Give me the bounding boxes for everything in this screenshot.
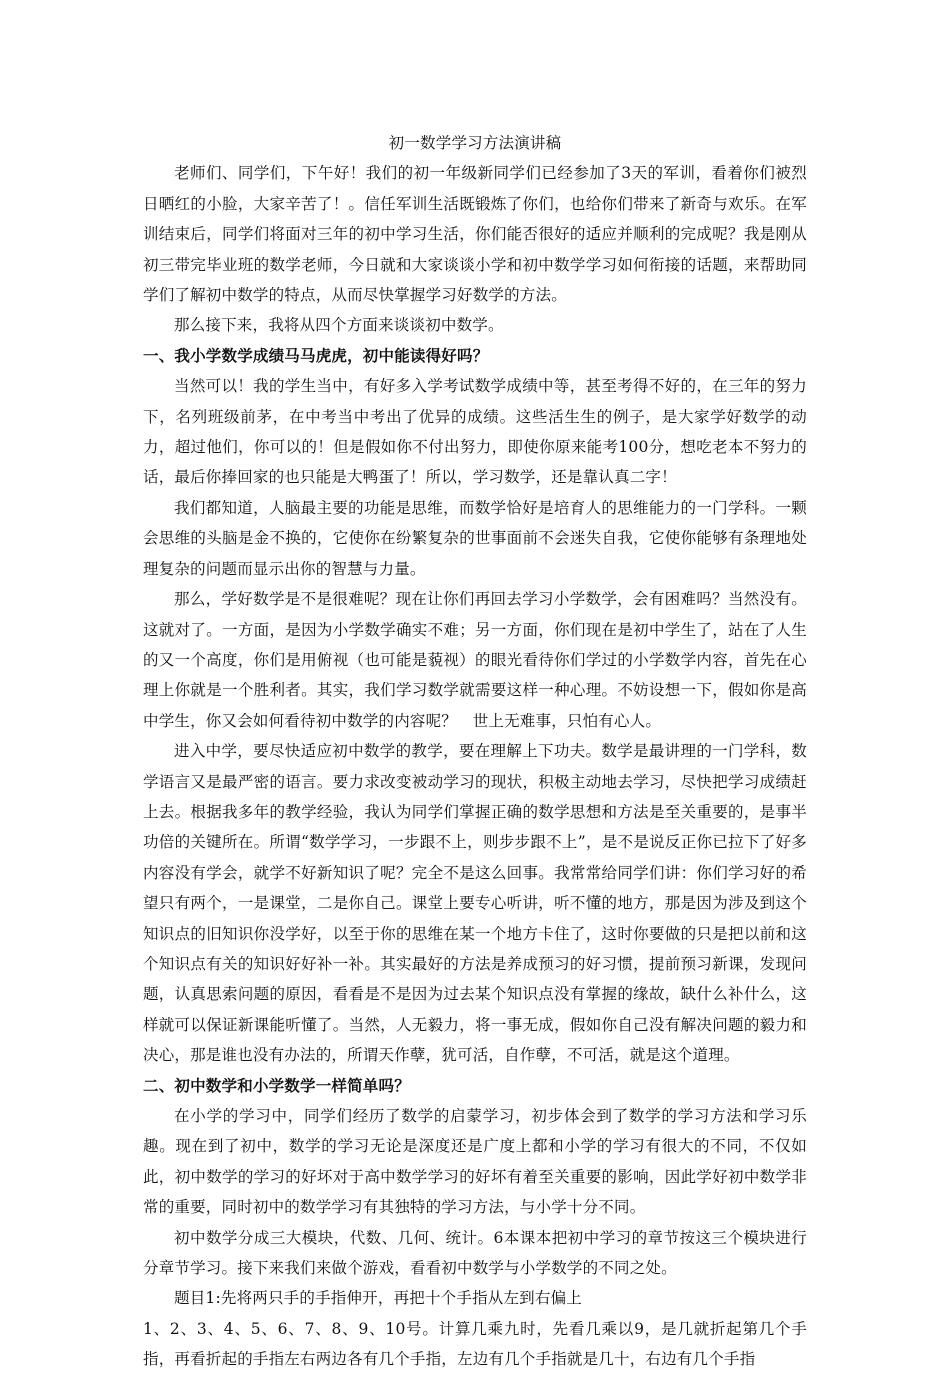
paragraph: 1、2、3、4、5、6、7、8、9、10号。计算几乘九时，先看几乘以9，是几就折起第几个手指，再看折起的手指左右两边各有几个手指，左边有几个手指就是几十，右边有几个手指: [143, 1319, 807, 1369]
paragraph: 在小学的学习中，同学们经历了数学的启蒙学习，初步体会到了数学的学习方法和学习乐趣。现在到了初中，数学的学习无论是深度还是广度上都和小学的学习有很大的不同，不仅如此，初中数学的学习的好坏对于高中数学学习的好坏有着至关重要的影响，因此学好初中数学非常的重要，同时初中的数学学习有其独特的学习方法，与小学十分不同。: [143, 1107, 807, 1217]
paragraph: 初中数学分成三大模块，代数、几何、统计。6本课本把初中学习的章节按这三个模块进行分章节学习。接下来我们来做个游戏，看看初中数学与小学数学的不同之处。: [143, 1228, 807, 1278]
paragraph: 老师们、同学们，下午好！我们的初一年级新同学们已经参加了3天的军训，看着你们被烈日晒红的小脸，大家辛苦了！。信任军训生活既锻炼了你们，也给你们带来了新奇与欢乐。在军训结束后，同学们将面对三年的初中学习生活，你们能否很好的适应并顺利的完成呢？我是刚从初三带完毕业班的数学老师，今日就和大家谈谈小学和初中数学学习如何衔接的话题，来帮助同学们了解初中数学的特点，从而尽快掌握学习好数学的方法。: [143, 164, 807, 305]
paragraph: 那么，学好数学是不是很难呢？现在让你们再回去学习小学数学，会有困难吗？当然没有。这就对了。一方面，是因为小学数学确实不难；另一方面，你们现在是初中学生了，站在了人生的又一个高度，你们是用俯视（也可能是藐视）的眼光看待你们学过的小学数学内容，首先在心理上你就是一个胜利者。其实，我们学习数学就需要这样一种心理。不妨设想一下，假如你是高中学生，你又会如何看待初中数学的内容呢？ 世上无难事，只怕有心人。: [143, 590, 807, 730]
paragraph: 我们都知道，人脑最主要的功能是思维，而数学恰好是培育人的思维能力的一门学科。一颗会思维的头脑是金不换的，它使你在纷繁复杂的世事面前不会迷失自我，它使你能够有条理地处理复杂的问题而显示出你的智慧与力量。: [143, 498, 807, 578]
paragraph: 进入中学，要尽快适应初中数学的教学，要在理解上下功夫。数学是最讲理的一门学科，数学语言又是最严密的语言。要力求改变被动学习的现状，积极主动地去学习，尽快把学习成绩赶上去。根据我多年的教学经验，我认为同学们掌握正确的数学思想和方法是至关重要的，是事半功倍的关键所在。所谓“数学学习，一步跟不上，则步步跟不上”，是不是说反正你已拉下了好多内容没有学会，就学不好新知识了呢？完全不是这么回事。我常常给同学们讲：你们学习好的希望只有两个，一是课堂，二是你自己。课堂上要专心听讲，听不懂的地方，那是因为涉及到这个知识点的旧知识你没学好，以至于你的思维在某一个地方卡住了，这时你要做的只是把以前和这个知识点有关的知识好好补一补。其实最好的方法是养成预习的好习惯，提前预习新课，发现问题，认真思索问题的原因，看看是不是因为过去某个知识点没有掌握的缘故，缺什么补什么，这样就可以保证新课能听懂了。当然，人无毅力，将一事无成，假如你自己没有解决问题的毅力和决心，那是谁也没有办法的，所谓天作孽，犹可活，自作孽，不可活，就是这个道理。: [143, 742, 807, 1065]
paragraph: 那么接下来，我将从四个方面来谈谈初中数学。: [174, 316, 504, 335]
paragraph: 题目1:先将两只手的手指伸开，再把十个手指从左到右偏上: [174, 1289, 582, 1308]
document-page: [143, 128, 807, 1375]
section-heading: 一、我小学数学成绩马马虎虎，初中能读得好吗？: [143, 345, 489, 365]
section-heading: 二、初中数学和小学数学一样简单吗？: [143, 1075, 410, 1095]
document-title: 初一数学学习方法演讲稿: [388, 134, 562, 152]
paragraph: 当然可以！我的学生当中，有好多入学考试数学成绩中等，甚至考得不好的，在三年的努力下，名列班级前茅，在中考当中考出了优异的成绩。这些活生生的例子，是大家学好数学的动力，超过他们，你可以的！但是假如你不付出努力，即使你原来能考100分，想吃老本不努力的话，最后你捧回家的也只能是大鸭蛋了！所以，学习数学，还是靠认真二字！: [143, 377, 807, 487]
